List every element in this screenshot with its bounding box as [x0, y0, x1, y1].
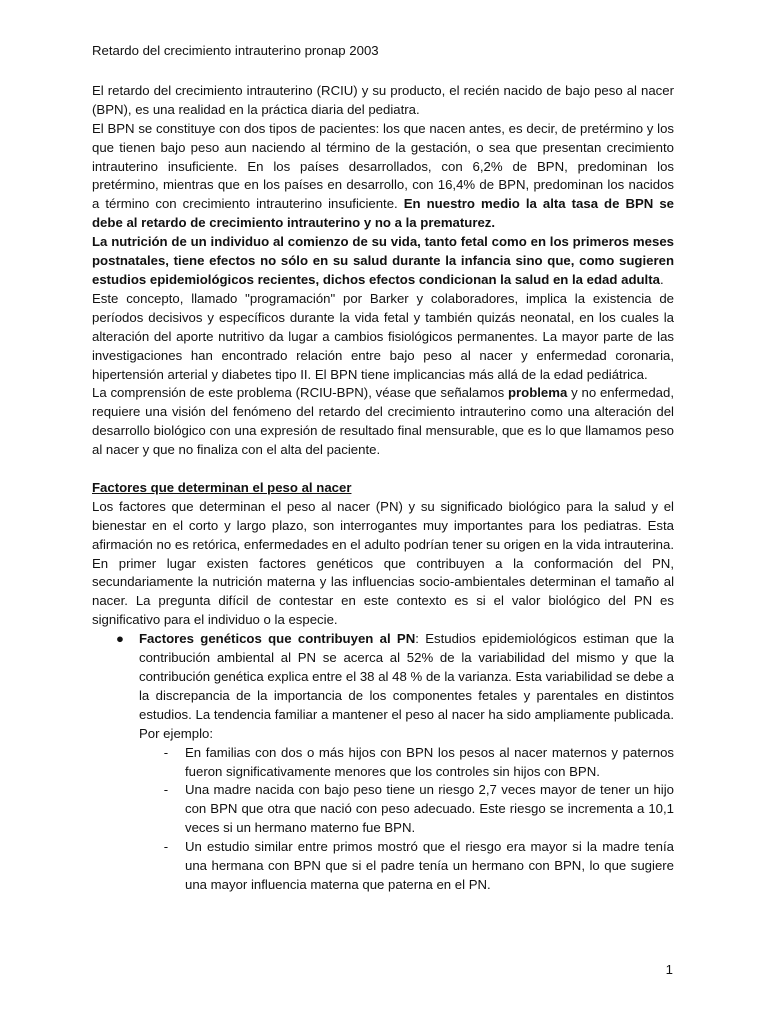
bullet-item-bold: Factores genéticos que contribuyen al PN [139, 631, 416, 647]
dash-item [139, 744, 674, 782]
dash-icon: - [163, 782, 169, 798]
dash-item-text: En familias con dos o más hijos con BPN los pesos al nacer maternos y paternos fueron significativamente menores que los controles sin hijos con BPN. [185, 744, 674, 779]
dash-item [139, 838, 674, 895]
intro-paragraph-5-start: La comprensión de este problema (RCIU-BPN), véase que señalamos [92, 385, 508, 401]
page-header [92, 42, 674, 61]
intro-paragraph-2-bold: En nuestro medio la alta tasa de BPN se debe al retardo de crecimiento intrauterino y no a la prematurez. [92, 196, 674, 231]
dash-icon: - [163, 744, 169, 760]
dash-list [139, 744, 674, 895]
intro-paragraph-5 [92, 384, 674, 460]
dash-icon: - [163, 839, 169, 855]
page-number: 1 [665, 962, 673, 977]
intro-paragraph-5-end: y no enfermedad, requiere una visión del fenómeno del retardo del crecimiento intrauterino como una alteración del desarrollo biológico con una expresión de resultado final mensurable, que es lo que llamamos peso al nacer y que no finaliza con el alta del paciente. [92, 385, 674, 458]
intro-paragraph-4: Este concepto, llamado "programación" por Barker y colaboradores, implica la existencia de períodos decisivos y específicos durante la vida fetal y también quizás neonatal, en los cuales la alteración del aporte nutritivo da lugar a cambios fisiológicos permanentes. La mayor parte de las investigaciones han encontrado relación entre bajo peso al nacer y enfermedad coronaria, hipertensión arterial y diabetes tipo II. El BPN tiene implicancias más allá de la edad pediátrica. [92, 290, 674, 382]
section-title: Factores que determinan el peso al nacer [92, 479, 352, 495]
bullet-list [92, 630, 674, 895]
intro-paragraph-5-bold: problema [507, 385, 568, 401]
intro-paragraph-3-bold: La nutrición de un individuo al comienzo de su vida, tanto fetal como en los primeros meses postnatales, tiene efectos no sólo en su salud durante la infancia sino que, como sugieren estudios epidemiológicos recientes, dichos efectos condicionan la salud en la edad adulta [92, 234, 674, 287]
bullet-item-genetic-factors [92, 630, 674, 895]
dash-item-text: Una madre nacida con bajo peso tiene un riesgo 2,7 veces mayor de tener un hijo con BPN que otra que nació con peso adecuado. Este riesgo se incrementa a 10,1 veces si un hermano materno fue BPN. [185, 782, 674, 836]
intro-paragraph-1: El retardo del crecimiento intrauterino (RCIU) y su producto, el recién nacido de bajo peso al nacer (BPN), es una realidad en la práctica diaria del pediatra. [92, 82, 674, 117]
paragraph-spacer [92, 460, 674, 479]
dash-item-text: Un estudio similar entre primos mostró que el riesgo era mayor si la madre tenía una hermana con BPN que si el padre tenía un hermano con BPN, lo que sugiere una mayor influencia materna que paterna en el PN. [185, 839, 674, 892]
intro-paragraph-3-end: . [659, 271, 664, 287]
section-paragraph-1: Los factores que determinan el peso al nacer (PN) y su significado biológico para la salud y el bienestar en el corto y largo plazo, son interrogantes muy importantes para los pediatras. Esta afirmación no es retórica, enfermedades en el adulto podrían tener su origen en la vida intrauterina. En primer lugar existen factores genéticos que contribuyen a la conformación del PN, secundariamente la nutrición materna y las influencias socio-ambientales determinan el tamaño al nacer. La pregunta difícil de contestar en este contexto es si el valor biológico del PN es significativo para el individuo o la especie. [92, 498, 674, 628]
intro-paragraph-2 [92, 120, 674, 233]
intro-paragraph-3 [92, 233, 674, 290]
dash-item [139, 781, 674, 838]
header-title: Retardo del crecimiento intrauterino pronap 2003 [92, 43, 379, 58]
document-page [92, 42, 674, 895]
bullet-icon: ● [116, 631, 124, 647]
bullet-item-text: : Estudios epidemiológicos estiman que la contribución ambiental al PN se acerca al 52% de la variabilidad del mismo y que la contribución genética explica entre el 38 al 48 % de la varianza. Esta variabilidad se debe a la discrepancia de la importancia de los componentes fetales y parentales en distintos estudios. La tendencia familiar a mantener el peso al nacer ha sido ampliamente publicada. Por ejemplo: [139, 631, 674, 741]
intro-paragraph-2-text: El BPN se constituye con dos tipos de pacientes: los que nacen antes, es decir, de pretérmino y los que tienen bajo peso aun naciendo al término de la gestación, o sea que presentan crecimiento intrauterino insuficiente. En los países desarrollados, con 6,2% de BPN, predominan los pretérmino, mientras que en los países en desarrollo, con 16,4% de BPN, predominan los nacidos a término con crecimiento intrauterino insuficiente. [92, 120, 674, 212]
